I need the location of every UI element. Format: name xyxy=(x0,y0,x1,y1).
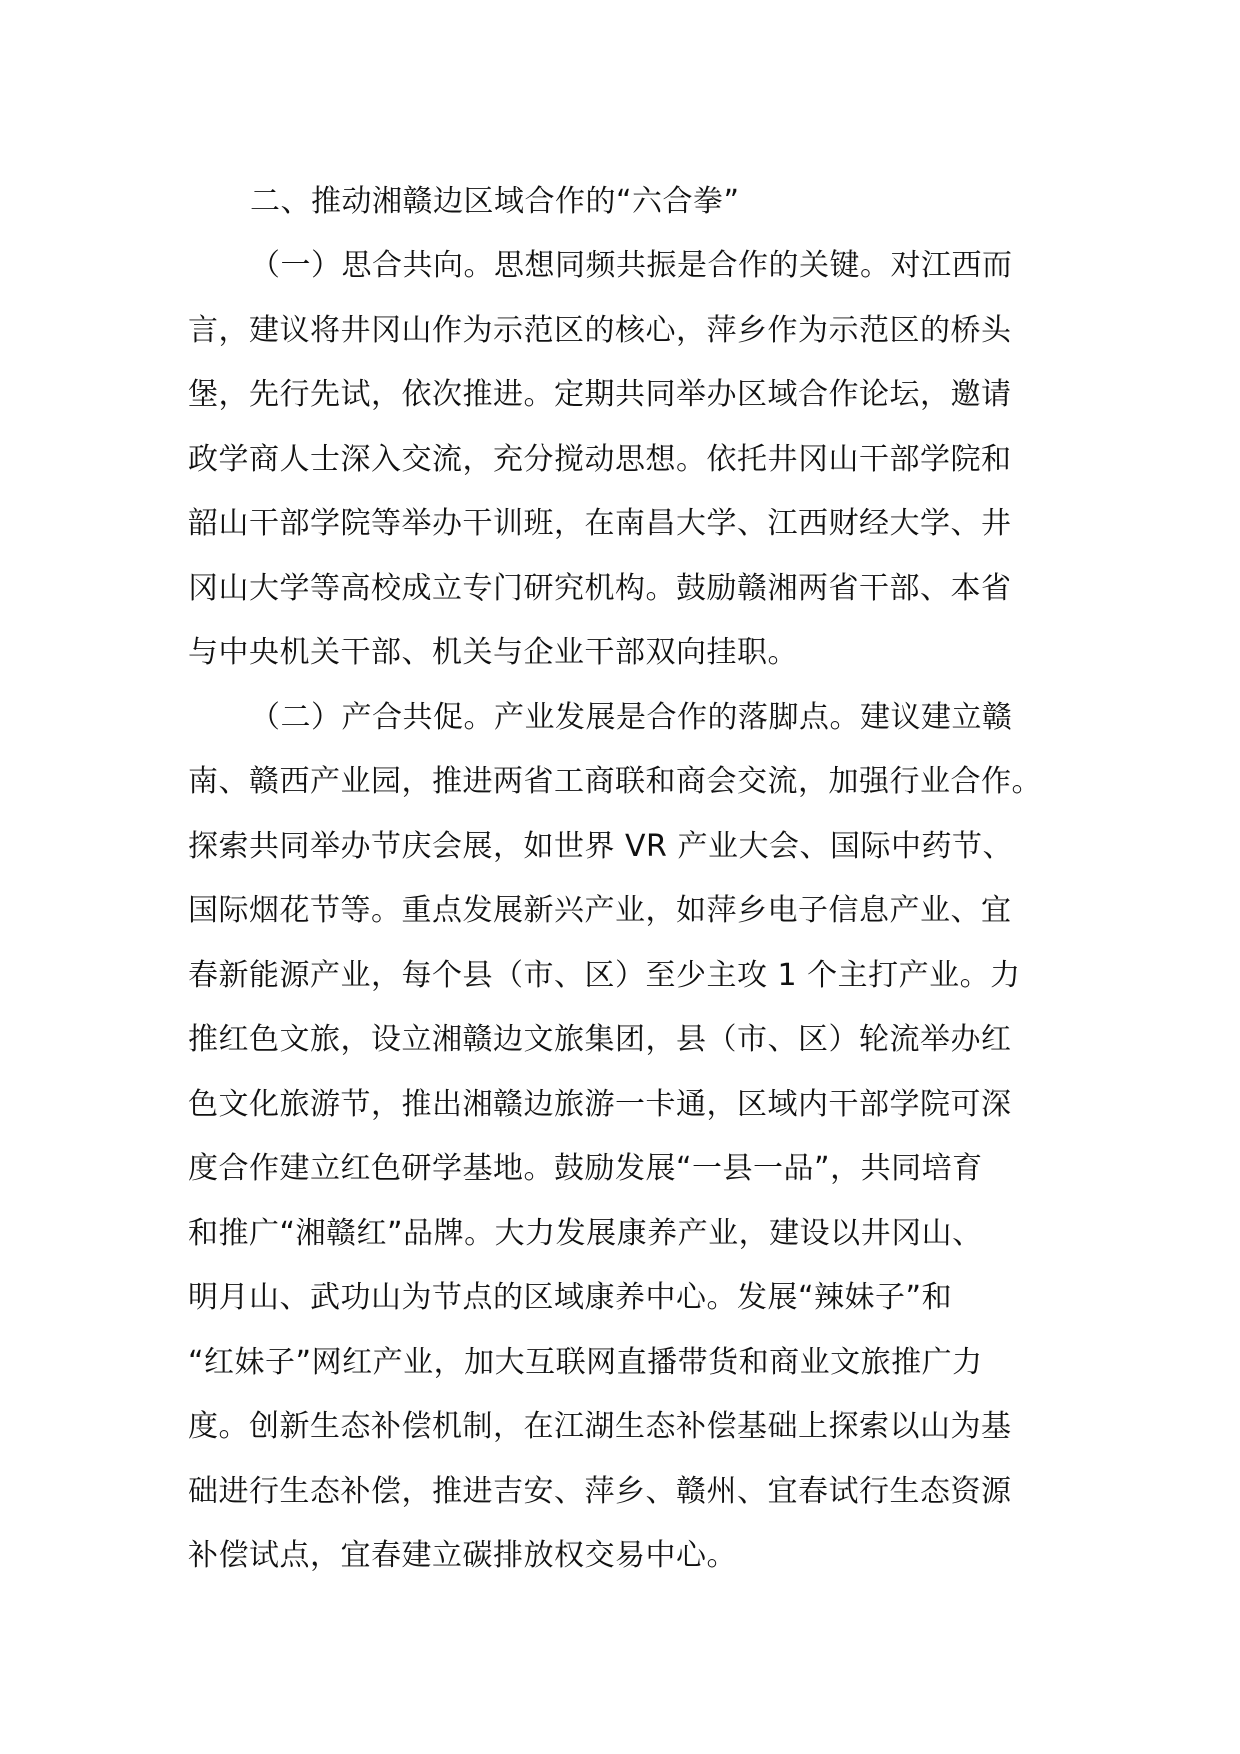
paragraph-line: 和推广“湘赣红”品牌。大力发展康养产业，建设以井冈山、 xyxy=(188,1215,983,1251)
paragraph-line: 冈山大学等高校成立专门研究机构。鼓励赣湘两省干部、本省 xyxy=(188,570,1012,606)
paragraph-line: 堡，先行先试，依次推进。定期共同举办区域合作论坛，邀请 xyxy=(188,377,1012,412)
paragraph-line: 推红色文旅，设立湘赣边文旅集团，县（市、区）轮流举办红 xyxy=(188,1022,1012,1057)
paragraph-thought-cooperation xyxy=(188,234,1048,686)
paragraph-line: 色文化旅游节，推出湘赣边旅游一卡通，区域内干部学院可深 xyxy=(188,1086,1012,1122)
paragraph-line: 补偿试点，宜春建立碳排放权交易中心。 xyxy=(188,1538,737,1573)
paragraph-line: 国际烟花节等。重点发展新兴产业，如萍乡电子信息产业、宜 xyxy=(188,893,1012,928)
document-body xyxy=(188,170,1048,1589)
paragraph-line: 春新能源产业，每个县（市、区）至少主攻 1 个主打产业。力 xyxy=(188,957,1021,993)
paragraph-line: “红妹子”网红产业，加大互联网直播带货和商业文旅推广力 xyxy=(188,1344,983,1380)
paragraph-line: （二）产合共促。产业发展是合作的落脚点。建议建立赣 xyxy=(250,699,1013,735)
paragraph-line: 言，建议将井冈山作为示范区的核心，萍乡作为示范区的桥头 xyxy=(188,312,1012,348)
section-heading: 二、推动湘赣边区域合作的“六合拳” xyxy=(250,184,740,219)
paragraph-line: 与中央机关干部、机关与企业干部双向挂职。 xyxy=(188,635,798,670)
paragraph-line: 度合作建立红色研学基地。鼓励发展“一县一品”，共同培育 xyxy=(188,1151,983,1186)
paragraph-line: 础进行生态补偿，推进吉安、萍乡、赣州、宜春试行生态资源 xyxy=(188,1473,1012,1509)
paragraph-line: 探索共同举办节庆会展，如世界 VR 产业大会、国际中药节、 xyxy=(188,828,1013,864)
paragraph-line: 明月山、武功山为节点的区域康养中心。发展“辣妹子”和 xyxy=(188,1280,953,1315)
paragraph-line: 度。创新生态补偿机制，在江湖生态补偿基础上探索以山为基 xyxy=(188,1409,1012,1444)
paragraph-line: 南、赣西产业园，推进两省工商联和商会交流，加强行业合作。 xyxy=(188,764,1042,799)
paragraph-industry-cooperation xyxy=(188,686,1048,1589)
paragraph-line: （一）思合共向。思想同频共振是合作的关键。对江西而 xyxy=(250,248,1013,283)
paragraph-line: 政学商人士深入交流，充分搅动思想。依托井冈山干部学院和 xyxy=(188,441,1012,477)
paragraph-line: 韶山干部学院等举办干训班，在南昌大学、江西财经大学、井 xyxy=(188,506,1012,541)
